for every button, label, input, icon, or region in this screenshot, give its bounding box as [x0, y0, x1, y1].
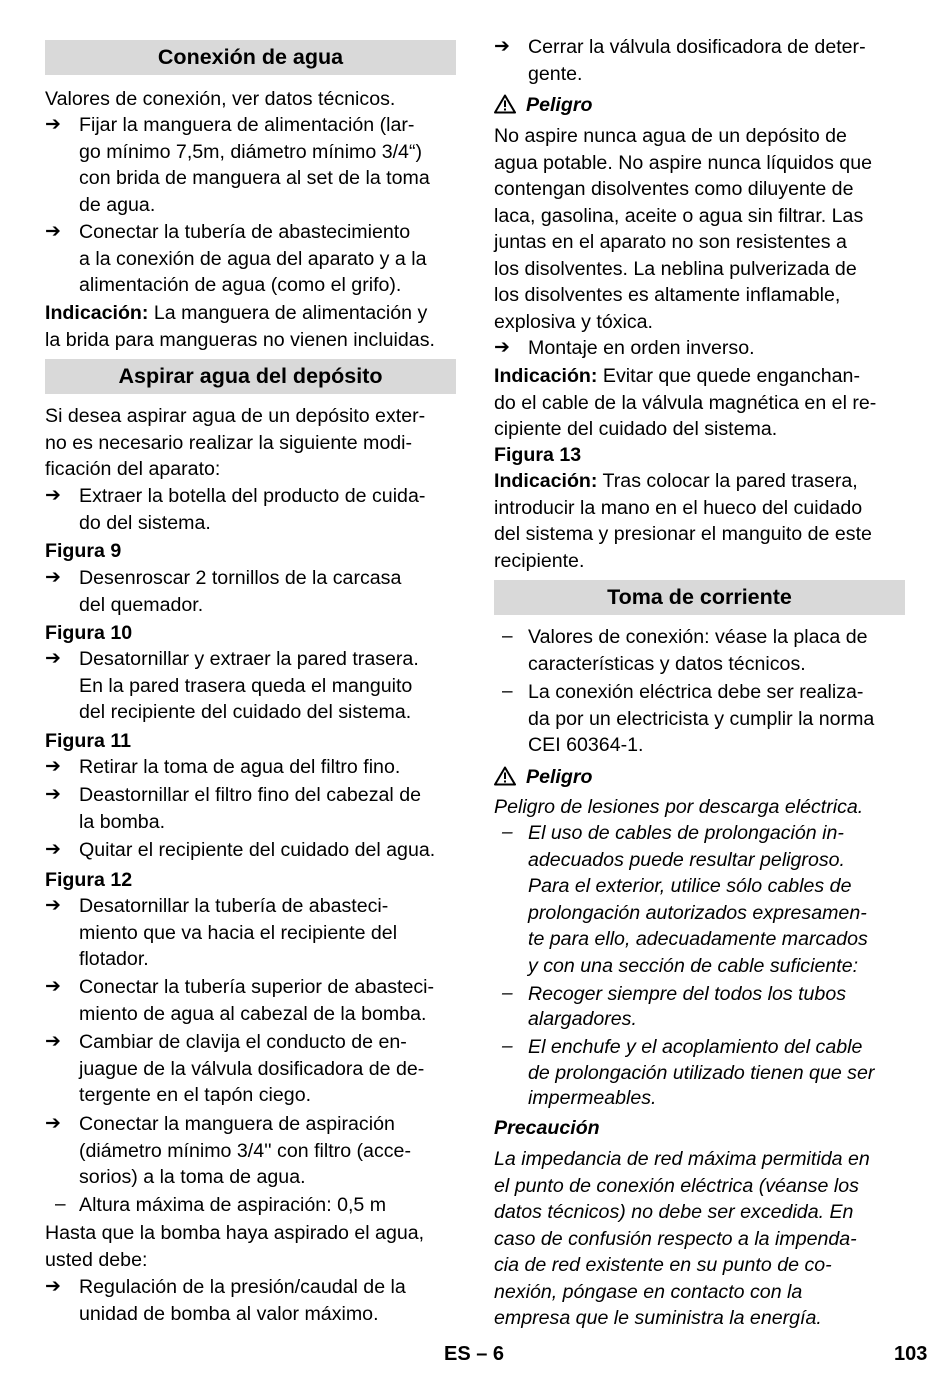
paragraph-line: juntas en el aparato no son resistentes a: [494, 231, 847, 253]
step-line: juague de la válvula dosificadora de de-: [79, 1057, 425, 1080]
dash-item: La conexión eléctrica debe ser realiza-: [528, 681, 864, 703]
step-line: Montaje en orden inverso.: [528, 337, 755, 359]
dash-bullet: –: [502, 681, 513, 702]
note-text: La manguera de alimentación y: [148, 302, 428, 324]
step-line: go mínimo 7,5m, diámetro mínimo 3/4“): [79, 140, 423, 163]
arrow-right-icon: ➔: [45, 1276, 61, 1297]
arrow-right-icon: ➔: [45, 756, 61, 777]
step-line: Fijar la manguera de alimentación (lar-: [79, 114, 415, 136]
dash-item: y con una sección de cable suficiente:: [528, 954, 859, 977]
arrow-right-icon: ➔: [45, 114, 61, 135]
step-line: del quemador.: [79, 593, 204, 616]
step-line: Conectar la tubería de abastecimiento: [79, 221, 411, 243]
note-line: recipiente.: [494, 549, 585, 572]
step-line: miento que va hacia el recipiente del: [79, 921, 398, 944]
note-line: cipiente del cuidado del sistema.: [494, 418, 778, 440]
note-label: Indicación:: [45, 302, 149, 324]
note-line: [494, 363, 905, 389]
figure-label: Figura 12: [45, 869, 133, 891]
figure-label: Figura 13: [494, 444, 582, 466]
note-line: del sistema y presionar el manguito de este: [494, 523, 872, 545]
paragraph-line: usted debe:: [45, 1248, 148, 1271]
step-line: Quitar el recipiente del cuidado del agua.: [79, 839, 436, 861]
paragraph-line: datos técnicos) no debe ser excedida. En: [494, 1201, 854, 1223]
danger-label: Peligro: [526, 94, 593, 116]
step-line: Desatornillar y extraer la pared trasera.: [79, 648, 419, 670]
arrow-right-icon: ➔: [45, 567, 61, 588]
heading-aspirar-agua: Aspirar agua del depósito: [45, 359, 456, 394]
note-line: [494, 468, 905, 494]
arrow-right-icon: ➔: [45, 1031, 61, 1052]
arrow-right-icon: ➔: [45, 839, 61, 860]
arrow-right-icon: ➔: [45, 784, 61, 805]
paragraph-line: ficación del aparato:: [45, 458, 221, 480]
step-line: a la conexión de agua del aparato y a la: [79, 247, 427, 270]
dash-item: prolongación autorizados expresamen-: [528, 901, 867, 924]
dash-item: te para ello, adecuadamente marcados: [528, 928, 868, 950]
step-line: de agua.: [79, 193, 156, 216]
note-line: introducir la mano en el hueco del cuidado: [494, 496, 863, 519]
step-line: Cambiar de clavija el conducto de en-: [79, 1031, 407, 1053]
step-line: gente.: [528, 62, 583, 85]
step-line: tergente en el tapón ciego.: [79, 1084, 312, 1106]
step-line: Retirar la toma de agua del filtro fino.: [79, 756, 401, 778]
step-line: Desenroscar 2 tornillos de la carcasa: [79, 567, 402, 589]
step-line: del recipiente del cuidado del sistema.: [79, 701, 412, 723]
paragraph-line: no es necesario realizar la siguiente modi-: [45, 431, 413, 454]
dash-item: impermeables.: [528, 1087, 657, 1109]
warning-triangle-icon: [494, 766, 516, 786]
paragraph-line: caso de confusión respecto a la impenda-: [494, 1227, 857, 1250]
note-line: la brida para mangueras no vienen incluidas.: [45, 328, 435, 351]
step-line: Conectar la manguera de aspiración: [79, 1113, 395, 1135]
dash-item: alargadores.: [528, 1008, 637, 1030]
dash-bullet: –: [502, 983, 513, 1004]
page-number: 103: [894, 1343, 928, 1365]
arrow-right-icon: ➔: [45, 895, 61, 916]
step-line: sorios) a la toma de agua.: [79, 1166, 306, 1188]
step-line: miento de agua al cabezal de la bomba.: [79, 1002, 427, 1025]
dash-bullet: –: [502, 626, 513, 647]
step-line: Extraer la botella del producto de cuida-: [79, 485, 426, 507]
arrow-right-icon: ➔: [45, 648, 61, 669]
note-text: Tras colocar la pared trasera,: [597, 470, 858, 492]
note-text: Evitar que quede enganchan-: [597, 365, 860, 387]
dash-bullet: –: [502, 1036, 513, 1057]
dash-bullet: –: [55, 1194, 66, 1215]
arrow-right-icon: ➔: [45, 221, 61, 242]
paragraph-line: el punto de conexión eléctrica (véanse los: [494, 1174, 859, 1197]
paragraph-line: empresa que le suministra la energía.: [494, 1307, 822, 1329]
paragraph-line: La impedancia de red máxima permitida en: [494, 1148, 870, 1170]
arrow-right-icon: ➔: [494, 36, 510, 57]
paragraph-line: nexión, póngase en contacto con la: [494, 1280, 803, 1303]
paragraph-line: cia de red existente en su punto de co-: [494, 1254, 832, 1276]
arrow-right-icon: ➔: [45, 1113, 61, 1134]
step-line: alimentación de agua (como el grifo).: [79, 274, 402, 296]
step-line: (diámetro mínimo 3/4'' con filtro (acce-: [79, 1139, 411, 1162]
dash-item: CEI 60364-1.: [528, 734, 644, 756]
step-line: con brida de manguera al set de la toma: [79, 167, 430, 189]
heading-toma-corriente: Toma de corriente: [494, 580, 905, 615]
dash-item: características y datos técnicos.: [528, 652, 806, 675]
dash-item: da por un electricista y cumplir la norma: [528, 707, 875, 730]
step-line: En la pared trasera queda el manguito: [79, 674, 413, 697]
paragraph-line: No aspire nunca agua de un depósito de: [494, 125, 847, 147]
arrow-right-icon: ➔: [45, 485, 61, 506]
paragraph-line: laca, gasolina, aceite o agua sin filtrar. Las: [494, 204, 864, 227]
step-line: do del sistema.: [79, 511, 211, 534]
dash-item: Para el exterior, utilice sólo cables de: [528, 875, 852, 897]
note-line: do el cable de la válvula magnética en el re-: [494, 391, 877, 414]
dash-item: Altura máxima de aspiración: 0,5 m: [79, 1194, 387, 1216]
danger-label: Peligro: [526, 766, 593, 788]
paragraph: Valores de conexión, ver datos técnicos.: [45, 88, 396, 110]
step-line: Desatornillar la tubería de abasteci-: [79, 895, 389, 917]
caution-heading: Precaución: [494, 1117, 600, 1139]
figure-label: Figura 9: [45, 540, 122, 562]
paragraph-line: Hasta que la bomba haya aspirado el agua,: [45, 1222, 425, 1244]
dash-item: adecuados puede resultar peligroso.: [528, 848, 845, 871]
step-line: unidad de bomba al valor máximo.: [79, 1302, 379, 1325]
dash-item: Recoger siempre del todos los tubos: [528, 983, 847, 1005]
paragraph-line: los disolventes. La neblina pulverizada de: [494, 257, 857, 280]
arrow-right-icon: ➔: [45, 976, 61, 997]
warning-triangle-icon: [494, 94, 516, 114]
step-line: flotador.: [79, 948, 149, 970]
danger-heading: [494, 764, 905, 790]
figure-label: Figura 11: [45, 730, 132, 752]
dash-item: Valores de conexión: véase la placa de: [528, 626, 868, 648]
step-line: Deastornillar el filtro fino del cabezal de: [79, 784, 421, 806]
step-line: Cerrar la válvula dosificadora de deter-: [528, 36, 866, 58]
paragraph-line: agua potable. No aspire nunca líquidos que: [494, 151, 873, 174]
step-line: Conectar la tubería superior de abasteci-: [79, 976, 435, 998]
dash-item: El uso de cables de prolongación in-: [528, 822, 844, 844]
note-label: Indicación:: [494, 365, 598, 387]
heading-conexion-agua: Conexión de agua: [45, 40, 456, 75]
step-line: Regulación de la presión/caudal de la: [79, 1276, 406, 1298]
dash-item: El enchufe y el acoplamiento del cable: [528, 1036, 863, 1058]
paragraph: Peligro de lesiones por descarga eléctrica.: [494, 796, 864, 818]
note-line: [45, 300, 456, 326]
dash-bullet: –: [502, 822, 513, 843]
dash-item: de prolongación utilizado tienen que ser: [528, 1061, 875, 1084]
paragraph-line: contengan disolventes como diluyente de: [494, 178, 854, 200]
step-line: la bomba.: [79, 810, 166, 833]
danger-heading: [494, 92, 905, 118]
figure-label: Figura 10: [45, 622, 133, 644]
paragraph-line: explosiva y tóxica.: [494, 310, 653, 333]
note-label: Indicación:: [494, 470, 598, 492]
paragraph-line: los disolventes es altamente inflamable,: [494, 284, 841, 306]
arrow-right-icon: ➔: [494, 337, 510, 358]
language-page-label: ES – 6: [444, 1343, 505, 1365]
paragraph-line: Si desea aspirar agua de un depósito exter-: [45, 405, 426, 427]
